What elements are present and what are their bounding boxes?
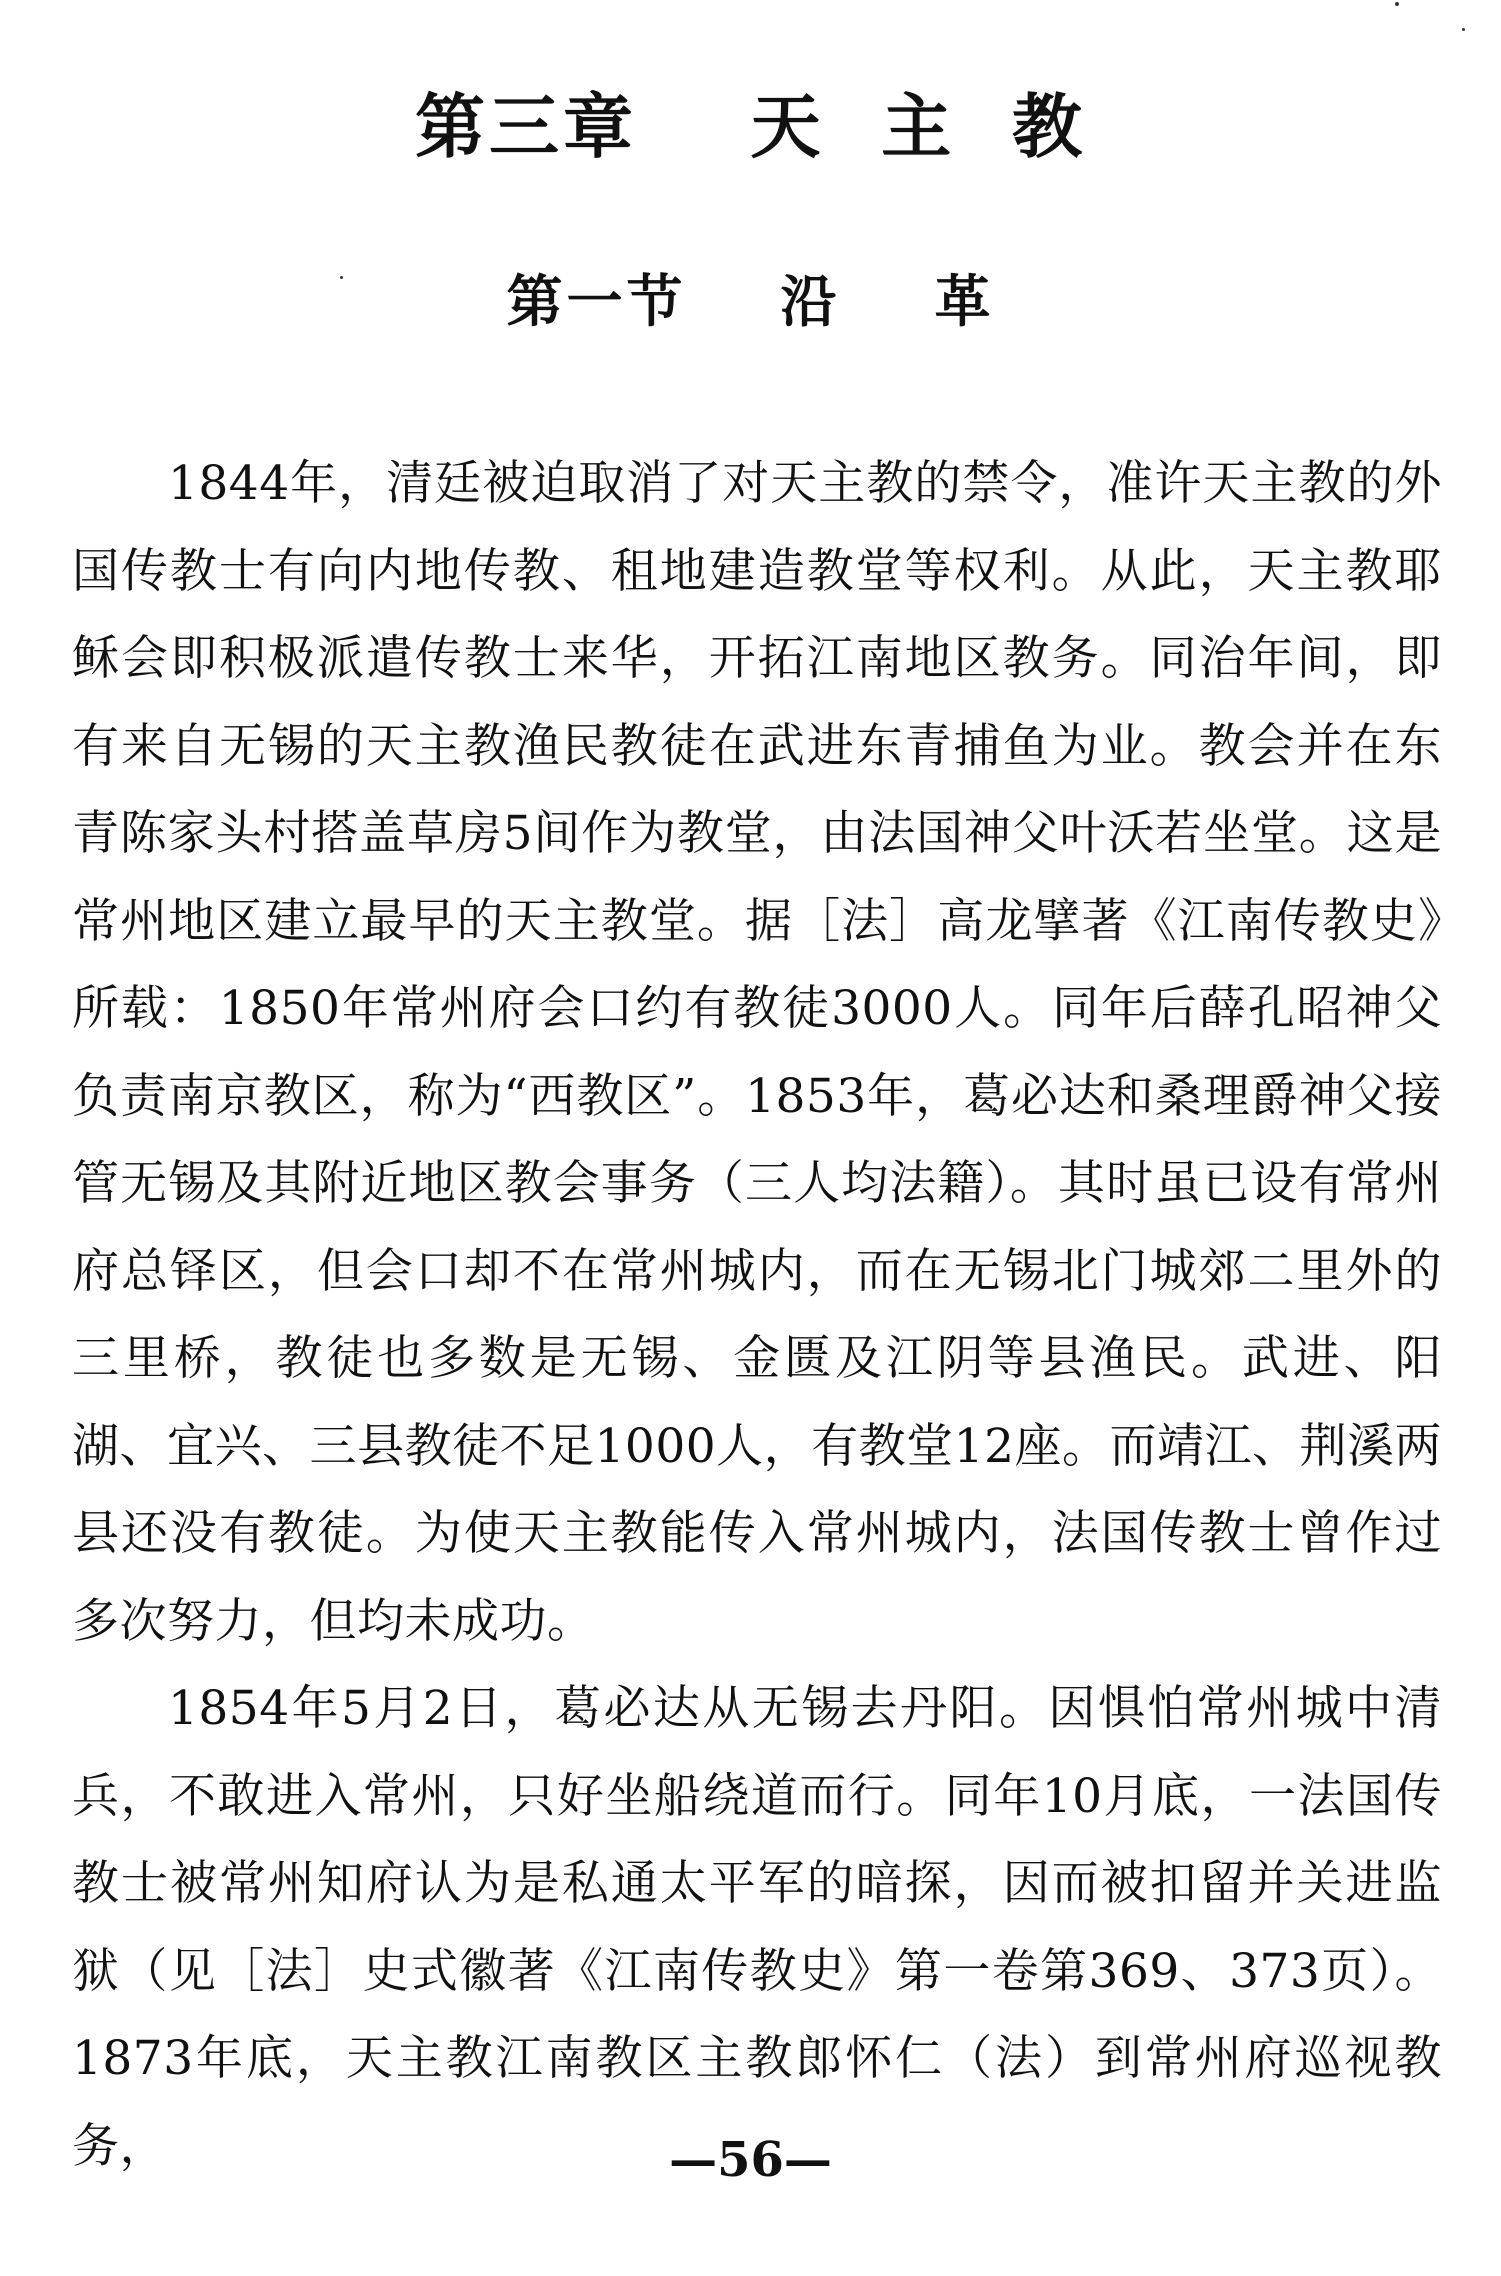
paragraph-1: 1844年，清廷被迫取消了对天主教的禁令，准许天主教的外国传教士有向内地传教、租地建造教堂等权利。从此，天主教耶稣会即积极派遣传教士来华，开拓江南地区教务。同治年间，即有来自无锡的天主教渔民教徒在武进东青捕鱼为业。教会并在东青陈家头村搭盖草房5间作为教堂，由法国神父叶沃若坐堂。这是常州地区建立最早的天主教堂。据［法］高龙擘著《江南传教史》所载：1850年常州府会口约有教徒3000人。同年后薛孔昭神父负责南京教区，称为“西教区”。1853年，葛必达和桑理爵神父接管无锡及其附近地区教会事务（三人均法籍）。其时虽已设有常州府总铎区，但会口却不在常州城内，而在无锡北门城郊二里外的三里桥，教徒也多数是无锡、金匮及江阴等县渔民。武进、阳湖、宜兴、三县教徒不足1000人，有教堂12座。而靖江、荆溪两县还没有教徒。为使天主教能传入常州城内，法国传教士曾作过多次努力，但均未成功。 <box>72 456 1442 1649</box>
section-title: 第一节 沿 革 <box>506 269 995 335</box>
page-number: —56— <box>669 2132 832 2188</box>
body-text <box>72 440 1442 2190</box>
chapter-title: 第三章 天 主 教 <box>415 85 1086 168</box>
paragraph-2: 1854年5月2日，葛必达从无锡去丹阳。因惧怕常州城中清兵，不敢进入常州，只好坐船绕道而行。同年10月底，一法国传教士被常州知府认为是私通太平军的暗探，因而被扣留并关进监狱（见［法］史式徽著《江南传教史》第一卷第369、373页）。1873年底，天主教江南教区主教郎怀仁（法）到常州府巡视教务， <box>72 1681 1442 2174</box>
scan-speck <box>1395 2 1399 6</box>
scan-speck <box>1462 28 1465 31</box>
scan-speck <box>340 276 343 279</box>
